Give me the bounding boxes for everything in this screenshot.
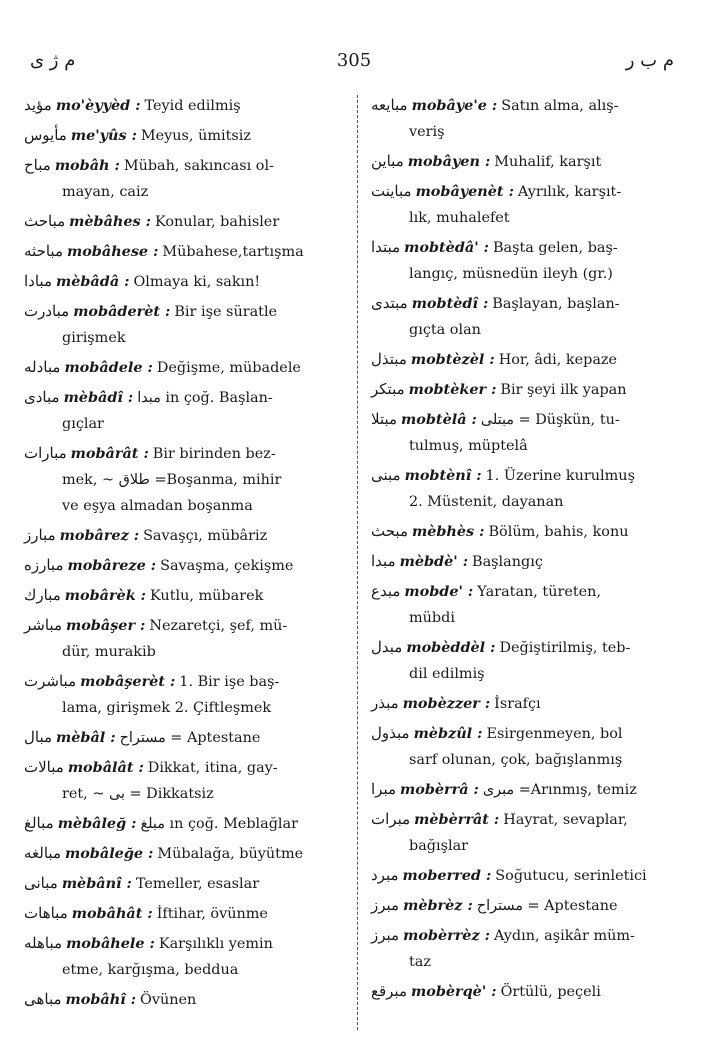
headword: mobtèker : — [409, 381, 497, 398]
arabic-word: مبذر — [371, 694, 399, 712]
dictionary-entry — [24, 152, 348, 205]
arabic-word: مبدا — [371, 552, 396, 570]
definition: Bir şeyi ilk yapan — [500, 382, 627, 398]
headword: mèbâhes : — [69, 213, 151, 230]
arabic-word: مبتكر — [371, 380, 405, 398]
definition-continuation: dür, murakib — [62, 644, 156, 660]
definition-continuation: girişmek — [62, 330, 126, 346]
arabic-word: مبادله — [24, 358, 61, 376]
left-column — [24, 92, 348, 1016]
headword: mobâlât : — [68, 759, 144, 776]
arabic-word: مبايعه — [371, 96, 408, 114]
headword: mobâhese : — [67, 243, 158, 260]
dictionary-entry — [24, 930, 348, 983]
definition: Soğutucu, serinletici — [495, 868, 647, 884]
arabic-word: مبرقع — [371, 982, 407, 1000]
headword: mèbâl : — [56, 729, 116, 746]
dictionary-entry — [371, 346, 695, 373]
dictionary-entry — [24, 582, 348, 609]
dictionary-entry — [24, 92, 348, 119]
definition: Teyid edilmiş — [144, 98, 241, 114]
definition-continuation: gıçta olan — [409, 322, 481, 338]
headword: mobâşer : — [66, 617, 145, 634]
dictionary-entry — [371, 776, 695, 803]
dictionary-entry — [24, 440, 348, 519]
definition-continuation: tulmuş, müptelâ — [409, 438, 528, 454]
definition: مستراح = Aptestane — [476, 898, 618, 914]
headword: moberred : — [403, 867, 492, 884]
header-right-letters: م ب ر — [625, 50, 674, 71]
arabic-word: مبانى — [24, 874, 58, 892]
arabic-word: مباح — [24, 156, 51, 174]
dictionary-entry — [371, 518, 695, 545]
arabic-word: مبتذل — [371, 350, 407, 368]
definition: 1. Üzerine kurulmuş — [485, 468, 635, 484]
definition: Muhalif, karşıt — [494, 154, 602, 170]
dictionary-entry — [24, 668, 348, 721]
headword: mobâh : — [55, 157, 120, 174]
definition: Olmaya ki, sakın! — [133, 274, 261, 290]
dictionary-entry — [371, 634, 695, 687]
dictionary-entry — [24, 840, 348, 867]
definition-continuation: 2. Müstenit, dayanan — [409, 494, 564, 510]
arabic-word: مبرد — [371, 866, 399, 884]
headword: mobtèlâ : — [401, 411, 477, 428]
definition: Nezaretçi, şef, mü- — [149, 618, 288, 634]
definition: Dikkat, itina, gay- — [147, 760, 278, 776]
arabic-word: مباشر — [24, 616, 62, 634]
dictionary-entry — [24, 552, 348, 579]
definition-continuation: lama, girişmek 2. Çiftleşmek — [62, 700, 272, 716]
definition: Ayrılık, karşıt- — [517, 184, 622, 200]
headword: mobâderèt : — [73, 303, 170, 320]
arabic-word: مبادرت — [24, 302, 70, 320]
dictionary-entry — [371, 892, 695, 919]
definition-continuation: dil edilmiş — [409, 666, 485, 682]
definition: Konular, bahisler — [154, 214, 280, 230]
dictionary-entry — [371, 978, 695, 1005]
headword: mobâhî : — [66, 991, 136, 1008]
definition-continuation: mayan, caiz — [62, 184, 149, 200]
headword: mobde' : — [404, 583, 473, 600]
arabic-word: مبرا — [371, 780, 397, 798]
arabic-word: مباحثه — [24, 242, 63, 260]
definition-continuation: sarf olunan, çok, bağışlanmış — [409, 752, 623, 768]
headword: mèbâleğ : — [58, 815, 137, 832]
headword: mobèddèl : — [406, 639, 495, 656]
arabic-word: مباين — [371, 152, 404, 170]
definition-continuation: mübdi — [409, 610, 455, 626]
dictionary-entry — [24, 724, 348, 751]
dictionary-entry — [371, 290, 695, 343]
arabic-word: مباحث — [24, 212, 66, 230]
headword: mèbzûl : — [414, 725, 483, 742]
dictionary-entry — [371, 806, 695, 859]
dictionary-entry — [24, 268, 348, 295]
dictionary-entry — [24, 612, 348, 665]
headword: mobârèk : — [65, 587, 146, 604]
definition: Aydın, aşikâr müm- — [493, 928, 635, 944]
arabic-word: مبتدى — [371, 294, 408, 312]
headword: mobèrqè' : — [411, 983, 497, 1000]
arabic-word: مباينت — [371, 182, 412, 200]
definition: Esirgenmeyen, bol — [486, 726, 623, 742]
headword: mobâhele : — [66, 935, 155, 952]
arabic-word: مؤيد — [24, 96, 52, 114]
arabic-word: مبتلا — [371, 410, 398, 428]
dictionary-entry — [24, 384, 348, 437]
definition-continuation: etme, karğışma, beddua — [62, 962, 239, 978]
definition: Yaratan, türeten, — [477, 584, 602, 600]
arabic-word: مبادى — [24, 388, 60, 406]
arabic-word: مبنى — [371, 466, 401, 484]
dictionary-entry — [24, 522, 348, 549]
dictionary-entry — [371, 148, 695, 175]
arabic-word: مبارز — [24, 526, 56, 544]
arabic-word: مبتدا — [371, 238, 401, 256]
headword: mobtèzèl : — [411, 351, 495, 368]
arabic-word: مبرات — [371, 810, 411, 828]
arabic-word: مبارك — [24, 586, 61, 604]
definition-continuation: veriş — [409, 124, 445, 140]
headword: mèbâdâ : — [56, 273, 129, 290]
definition-continuation: langıç, müsnedün ileyh (gr.) — [409, 266, 613, 282]
headword: mo'èyyèd : — [56, 97, 141, 114]
dictionary-entry — [371, 92, 695, 145]
definition: Değişme, mübadele — [156, 360, 301, 376]
definition: مبلغ ın çoğ. Meblağlar — [140, 816, 298, 832]
definition: Başlangıç — [472, 554, 543, 570]
headword: mèbânî : — [62, 875, 132, 892]
headword: mobâdele : — [64, 359, 152, 376]
definition: Savaşma, çekişme — [160, 558, 294, 574]
definition: Bir işe süratle — [174, 304, 278, 320]
dictionary-entry — [371, 548, 695, 575]
definition-continuation: ve eşya almadan boşanma — [62, 498, 253, 514]
arabic-word: مبارات — [24, 444, 67, 462]
definition: Değiştirilmiş, teb- — [499, 640, 631, 656]
dictionary-entry — [371, 234, 695, 287]
headword: mobârât : — [71, 445, 149, 462]
dictionary-entry — [24, 870, 348, 897]
dictionary-entry — [24, 208, 348, 235]
definition: Kutlu, mübarek — [150, 588, 264, 604]
dictionary-entry — [24, 122, 348, 149]
dictionary-entry — [371, 922, 695, 975]
definition: Mübahese,tartışma — [162, 244, 304, 260]
headword: mobâhât : — [72, 905, 153, 922]
dictionary-entry — [24, 900, 348, 927]
definition-continuation: taz — [409, 954, 431, 970]
arabic-word: مبارزه — [24, 556, 64, 574]
definition: Savaşçı, mübâriz — [143, 528, 268, 544]
headword: mobtèdî : — [412, 295, 489, 312]
definition-continuation: mek, ~ طلاق =Boşanma, mihir — [62, 472, 282, 488]
arabic-word: مبحث — [371, 522, 408, 540]
arabic-word: مبرز — [371, 926, 400, 944]
definition: مبتلى = Düşkün, tu- — [480, 412, 620, 428]
arabic-word: مباشرت — [24, 672, 77, 690]
dictionary-entry — [371, 720, 695, 773]
arabic-word: مبالات — [24, 758, 64, 776]
headword: mobâyenèt : — [416, 183, 514, 200]
definition: Temeller, esaslar — [135, 876, 260, 892]
dictionary-entry — [371, 690, 695, 717]
definition: Başlayan, başlan- — [492, 296, 620, 312]
dictionary-entry — [371, 376, 695, 403]
headword: mobâleğe : — [65, 845, 153, 862]
dictionary-entry — [24, 754, 348, 807]
headword: mobtènî : — [405, 467, 482, 484]
headword: mobèzzer : — [403, 695, 490, 712]
page-number: 305 — [336, 50, 372, 71]
definition-continuation: ret, ~ بى = Dikkatsiz — [62, 786, 214, 802]
definition: Satın alma, alış- — [501, 98, 619, 114]
headword: mobâreze : — [67, 557, 156, 574]
headword: me'yûs : — [71, 127, 137, 144]
definition-continuation: lık, muhalefet — [409, 210, 510, 226]
definition: Hayrat, sevaplar, — [503, 812, 628, 828]
definition-continuation: bağışlar — [409, 838, 469, 854]
headword: mèbèrrât : — [414, 811, 499, 828]
definition: İftihar, övünme — [156, 906, 268, 922]
arabic-word: مبرز — [371, 896, 400, 914]
definition: Övünen — [140, 992, 197, 1008]
headword: mobârez : — [60, 527, 139, 544]
dictionary-entry — [371, 406, 695, 459]
header-left-letters: م ژ ى — [30, 50, 76, 71]
definition: Karşılıklı yemin — [158, 936, 273, 952]
definition: Bir birinden bez- — [152, 446, 276, 462]
definition: مبدا in çoğ. Başlan- — [137, 390, 273, 406]
definition: Mübalağa, büyütme — [157, 846, 304, 862]
definition: Mübah, sakıncası ol- — [123, 158, 274, 174]
arabic-word: مبذول — [371, 724, 410, 742]
arabic-word: مبدع — [371, 582, 401, 600]
arabic-word: مبدل — [371, 638, 403, 656]
definition: Hor, âdi, kepaze — [498, 352, 618, 368]
headword: mobtèdâ' : — [404, 239, 489, 256]
headword: mèbâdî : — [64, 389, 134, 406]
dictionary-entry — [24, 298, 348, 351]
arabic-word: مبالغ — [24, 814, 54, 832]
headword: mobèrrâ : — [400, 781, 479, 798]
dictionary-entry — [371, 178, 695, 231]
headword: mobâyen : — [408, 153, 491, 170]
arabic-word: مبادا — [24, 272, 52, 290]
headword: mobèrrèz : — [403, 927, 490, 944]
headword: mèbhès : — [412, 523, 485, 540]
definition-continuation: gıçlar — [62, 416, 104, 432]
definition: Örtülü, peçeli — [500, 984, 601, 1000]
headword: mobâye'e : — [412, 97, 498, 114]
dictionary-entry — [24, 238, 348, 265]
arabic-word: مباهله — [24, 934, 63, 952]
headword: mèbdè' : — [400, 553, 468, 570]
arabic-word: مأيوس — [24, 126, 67, 144]
dictionary-entry — [371, 578, 695, 631]
dictionary-entry — [24, 354, 348, 381]
column-divider — [357, 95, 358, 1030]
right-column — [371, 92, 695, 1008]
definition: مستراح = Aptestane — [119, 730, 261, 746]
definition: مبرى =Arınmış, temiz — [482, 782, 637, 798]
arabic-word: مباهات — [24, 904, 68, 922]
headword: mèbrèz : — [403, 897, 473, 914]
definition: 1. Bir işe baş- — [179, 674, 280, 690]
arabic-word: مباهى — [24, 990, 62, 1008]
dictionary-entry — [24, 986, 348, 1013]
dictionary-entry — [24, 810, 348, 837]
dictionary-entry — [371, 862, 695, 889]
arabic-word: مبالغه — [24, 844, 61, 862]
definition: Meyus, ümitsiz — [140, 128, 251, 144]
dictionary-entry — [371, 462, 695, 515]
definition: İsrafçı — [494, 696, 541, 712]
definition: Başta gelen, baş- — [492, 240, 618, 256]
arabic-word: مبال — [24, 728, 53, 746]
page-header — [0, 50, 708, 80]
definition: Bölüm, bahis, konu — [488, 524, 629, 540]
headword: mobâşerèt : — [80, 673, 175, 690]
